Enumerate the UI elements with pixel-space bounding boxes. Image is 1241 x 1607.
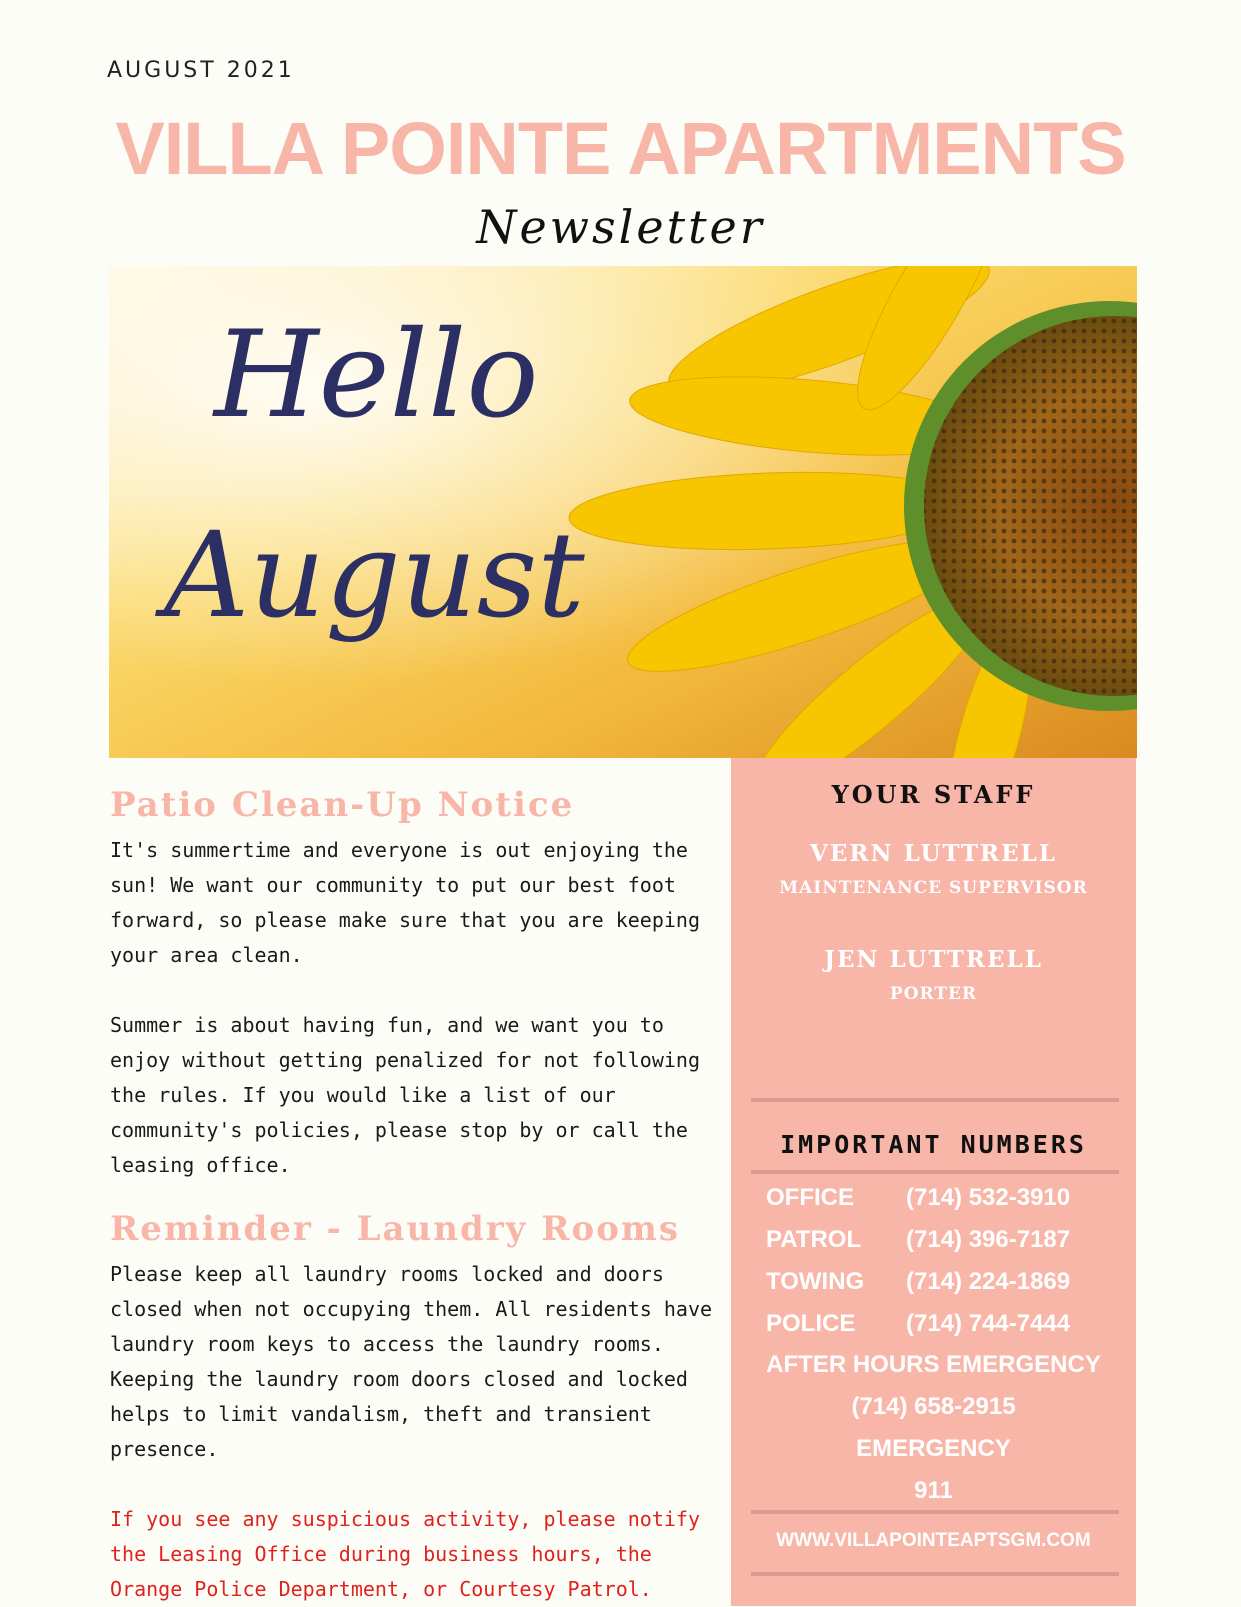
after-hours-phone: (714) 658-2915 — [851, 1393, 1016, 1420]
staff-name: VERN LUTTRELL — [810, 840, 1057, 867]
article-heading-patio: Patio Clean-Up Notice — [110, 785, 575, 825]
phone-row-towing — [766, 1268, 1126, 1296]
website-link[interactable]: WWW.VILLAPOINTEAPTSGM.COM — [776, 1530, 1091, 1551]
phone-label: PATROL — [766, 1226, 862, 1253]
phone-label: TOWING — [766, 1268, 865, 1295]
phone-row-patrol — [766, 1226, 1126, 1254]
page-title: VILLA POINTE APARTMENTS — [115, 107, 1126, 190]
hero-august-text: August — [164, 506, 585, 644]
phone-label: POLICE — [766, 1310, 856, 1337]
divider — [751, 1170, 1119, 1174]
emergency-label: EMERGENCY — [856, 1435, 1011, 1462]
issue-date: AUGUST 2021 — [107, 58, 295, 83]
divider — [751, 1572, 1119, 1576]
phone-number: (714) 744-7444 — [906, 1310, 1071, 1337]
phone-number: (714) 224-1869 — [906, 1268, 1071, 1295]
hero-hello-text: Hello — [214, 306, 539, 445]
phone-label: OFFICE — [766, 1184, 854, 1211]
staff-name: JEN LUTTRELL — [824, 946, 1043, 973]
sidebar — [731, 758, 1136, 1606]
phone-row-office — [766, 1184, 1126, 1212]
emergency-phone: 911 — [914, 1477, 953, 1504]
divider — [751, 1098, 1119, 1102]
main-content — [110, 785, 720, 1607]
staff-heading: YOUR STAFF — [831, 780, 1036, 809]
sunflower-icon — [109, 266, 1137, 758]
phone-number: (714) 532-3910 — [906, 1184, 1071, 1211]
article-heading-laundry: Reminder - Laundry Rooms — [110, 1209, 680, 1249]
important-numbers-heading: IMPORTANT NUMBERS — [780, 1130, 1087, 1159]
phone-number: (714) 396-7187 — [906, 1226, 1071, 1253]
article-paragraph: Summer is about having fun, and we want you to enjoy without getting penalized for not following the rules. If you would like a list of our community's policies, please stop by or call the leasing office. — [110, 1013, 701, 1177]
page-subtitle: Newsletter — [476, 200, 765, 254]
divider — [751, 1510, 1119, 1514]
article-paragraph: It's summertime and everyone is out enjoying the sun! We want our community to put our best foot forward, so please make sure that you are keeping your area clean. — [110, 838, 701, 967]
staff-role: PORTER — [889, 984, 978, 1004]
staff-role: MAINTENANCE SUPERVISOR — [779, 878, 1088, 898]
after-hours-label: AFTER HOURS EMERGENCY — [766, 1351, 1101, 1378]
suspicious-activity-warning: If you see any suspicious activity, please notify the Leasing Office during business hours, the Orange Police Department, or Courtesy Patrol. — [110, 1507, 701, 1601]
article-paragraph: Please keep all laundry rooms locked and doors closed when not occupying them. All residents have laundry room keys to access the laundry rooms. Keeping the laundry room doors closed and locked helps to limit vandalism, theft and transient presence. — [110, 1262, 713, 1461]
phone-row-police — [766, 1310, 1126, 1338]
hero-banner — [109, 266, 1137, 758]
